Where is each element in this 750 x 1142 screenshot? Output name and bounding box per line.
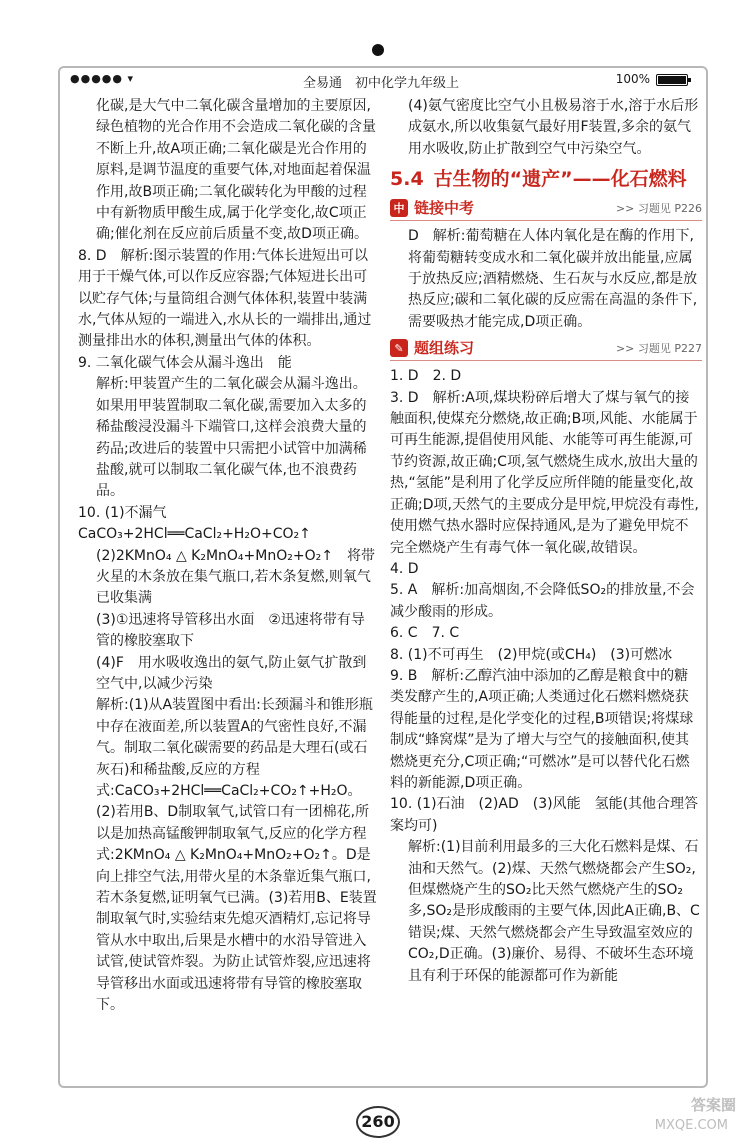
page-number: 260: [356, 1106, 400, 1138]
answer-paragraph: (3)①迅速将导管移出水面 ②迅速将带有导管的橡胶塞取下: [96, 611, 365, 650]
book-icon: 中: [390, 199, 408, 217]
answer-paragraph: 5. A 解析:加高烟囱,不会降低SO₂的排放量,不会减少酸雨的形成。: [390, 582, 695, 620]
watermark-url: MXQE.COM: [654, 1118, 728, 1133]
answer-paragraph: 解析:(1)从A装置图中看出:长颈漏斗和锥形瓶中存在液面差,所以装置A的气密性良好,不漏气。制取二氧化碳需要的药品是大理石(或石灰石)和稀盐酸,反应的方程式:CaCO₃+2HCl══CaCl₂+CO₂↑+H₂O。(2)若用B、D制取氧气,试管口有一团棉花,所以是加热高锰酸钾制取氧气,反应的化学方程式:2KMnO₄ △ K₂MnO₄+MnO₂+O₂↑。D是向上排空气法,用带火星的木条靠近集气瓶口,若木条复燃,证明氧气已满。(3)若用B、E装置制取氧气时,实验结束先熄灭酒精灯,忘记将导管从水中取出,后果是水槽中的水沿导管进入试管,使试管炸裂。为防止试管炸裂,应迅速将导管移出水面或迅速将带有导管的橡胶塞取下。: [96, 697, 377, 1014]
link-exam-label: 链接中考: [414, 198, 475, 217]
answer-paragraph: 8. D 解析:图示装置的作用:气体长进短出可以用于干燥气体,可以作反应容器;气体短进长出可以贮存气体;与量筒组合测气体体积,装置中装满水,气体从短的一端进入,水从长的一端排出,通过测量排出水的体积,测量出气体的体积。: [78, 247, 372, 350]
answer-paragraph: 解析:(1)目前利用最多的三大化石燃料是煤、石油和天然气。(2)煤、天然气燃烧都会产生SO₂,但煤燃烧产生的SO₂比天然气燃烧产生的SO₂多,SO₂是形成酸雨的主要气体,因此A正确,B、C错误;煤、天然气燃烧都会产生导致温室效应的CO₂,D正确。(3)廉价、易得、不破坏生态环境且有利于环保的能源都可作为新能: [408, 839, 700, 984]
answer-paragraph: 解析:甲装置产生的二氧化碳会从漏斗逸出。如果用甲装置制取二氧化碳,需要加入太多的稀盐酸浸没漏斗下端管口,这样会浪费大量的药品;改进后的装置中只需把小试管中加满稀盐酸,就可以制取二氧化碳气体,也不浪费药品。: [96, 376, 367, 500]
answer-paragraph: (2)2KMnO₄ △ K₂MnO₄+MnO₂+O₂↑ 将带火星的木条放在集气瓶口,若木条复燃,则氧气已收集满: [96, 547, 375, 607]
left-column: [78, 96, 378, 1016]
practice-bar: [390, 336, 702, 361]
section-heading: 古生物的“遗产”——化石燃料: [433, 168, 687, 191]
answer-paragraph: 4. D: [390, 560, 419, 577]
answer-paragraph: 1. D 2. D: [390, 368, 462, 385]
status-bar: [60, 70, 702, 91]
answer-paragraph: 8. (1)不可再生 (2)甲烷(或CH₄) (3)可燃冰: [390, 646, 673, 663]
exercise-ref-link[interactable]: >> 习题见 P226: [615, 201, 702, 215]
answer-paragraph: 10. (1)不漏气 CaCO₃+2HCl══CaCl₂+H₂O+CO₂↑: [78, 504, 311, 543]
app-title: 全易通 初中化学九年级上: [302, 76, 459, 91]
battery-text: 100%: [615, 72, 650, 86]
right-column: [390, 96, 702, 987]
answer-paragraph: 化碳,是大气中二氧化碳含量增加的主要原因,绿色植物的光合作用不会造成二氧化碳的含量不断上升,故A项正确;二氧化碳是光合作用的原料,是调节温度的重要气体,对地面起着保温作用,故B项正确;二氧化碳转化为甲酸的过程中有新物质甲酸生成,属于化学变化,故C项正确;催化剂在反应前后质量不变,故D项正确。: [96, 98, 376, 243]
answer-paragraph: (4)F 用水吸收逸出的氨气,防止氨气扩散到空气中,以减少污染: [96, 654, 367, 692]
practice-label: 题组练习: [414, 338, 475, 357]
answer-paragraph: 3. D 解析:A项,煤块粉碎后增大了煤与氧气的接触面积,使煤充分燃烧,故正确;B项,风能、水能属于可再生能源,提倡使用风能、水能等可再生能源,可节约资源,故正确;C项,氢气燃烧生成水,放出大量的热,“氢能”是利用了化学反应所伴随的能量变化,故正确;D项,天然气的主要成分是甲烷,甲烷没有毒性,使用燃气热水器时应保持通风,是为了避免甲烷不完全燃烧产生有毒气体一氧化碳,故错误。: [390, 389, 699, 556]
answer-paragraph: (4)氨气密度比空气小且极易溶于水,溶于水后形成氨水,所以收集氨气最好用F装置,多余的氨气用水吸收,防止扩散到空气中污染空气。: [408, 98, 699, 157]
answer-paragraph: 6. C 7. C: [390, 625, 460, 642]
answer-paragraph: 9. 二氧化碳气体会从漏斗逸出 能: [78, 354, 292, 371]
watermark-logo: 答案圈: [690, 1096, 736, 1114]
pencil-icon: ✎: [390, 339, 408, 357]
link-exam-bar: [390, 196, 702, 221]
section-title: [390, 166, 702, 192]
answer-paragraph: D 解析:葡萄糖在人体内氧化是在酶的作用下,将葡萄糖转变成水和二氧化碳并放出能量,应属于放热反应;酒精燃烧、生石灰与水反应,都是放热反应;碳和二氧化碳的反应需在高温的条件下,需要吸热才能完成,D项正确。: [408, 228, 698, 330]
signal-icon: ●●●●● ▾: [70, 72, 135, 85]
section-number: 5.4: [390, 168, 424, 191]
battery-icon: [656, 74, 688, 86]
answer-paragraph: 10. (1)石油 (2)AD (3)风能 氢能(其他合理答案均可): [390, 796, 699, 834]
exercise-ref-link[interactable]: >> 习题见 P227: [615, 341, 702, 355]
camera-dot: [372, 44, 384, 56]
answer-paragraph: 9. B 解析:乙醇汽油中添加的乙醇是粮食中的糖类发酵产生的,A项正确;人类通过化石燃料燃烧获得能量的过程,是化学变化的过程,B项错误;将煤球制成“蜂窝煤”是为了增大与空气的接触面积,使其燃烧更充分,C项正确;“可燃冰”是可以替代化石燃料的新能源,D项正确。: [390, 667, 694, 791]
